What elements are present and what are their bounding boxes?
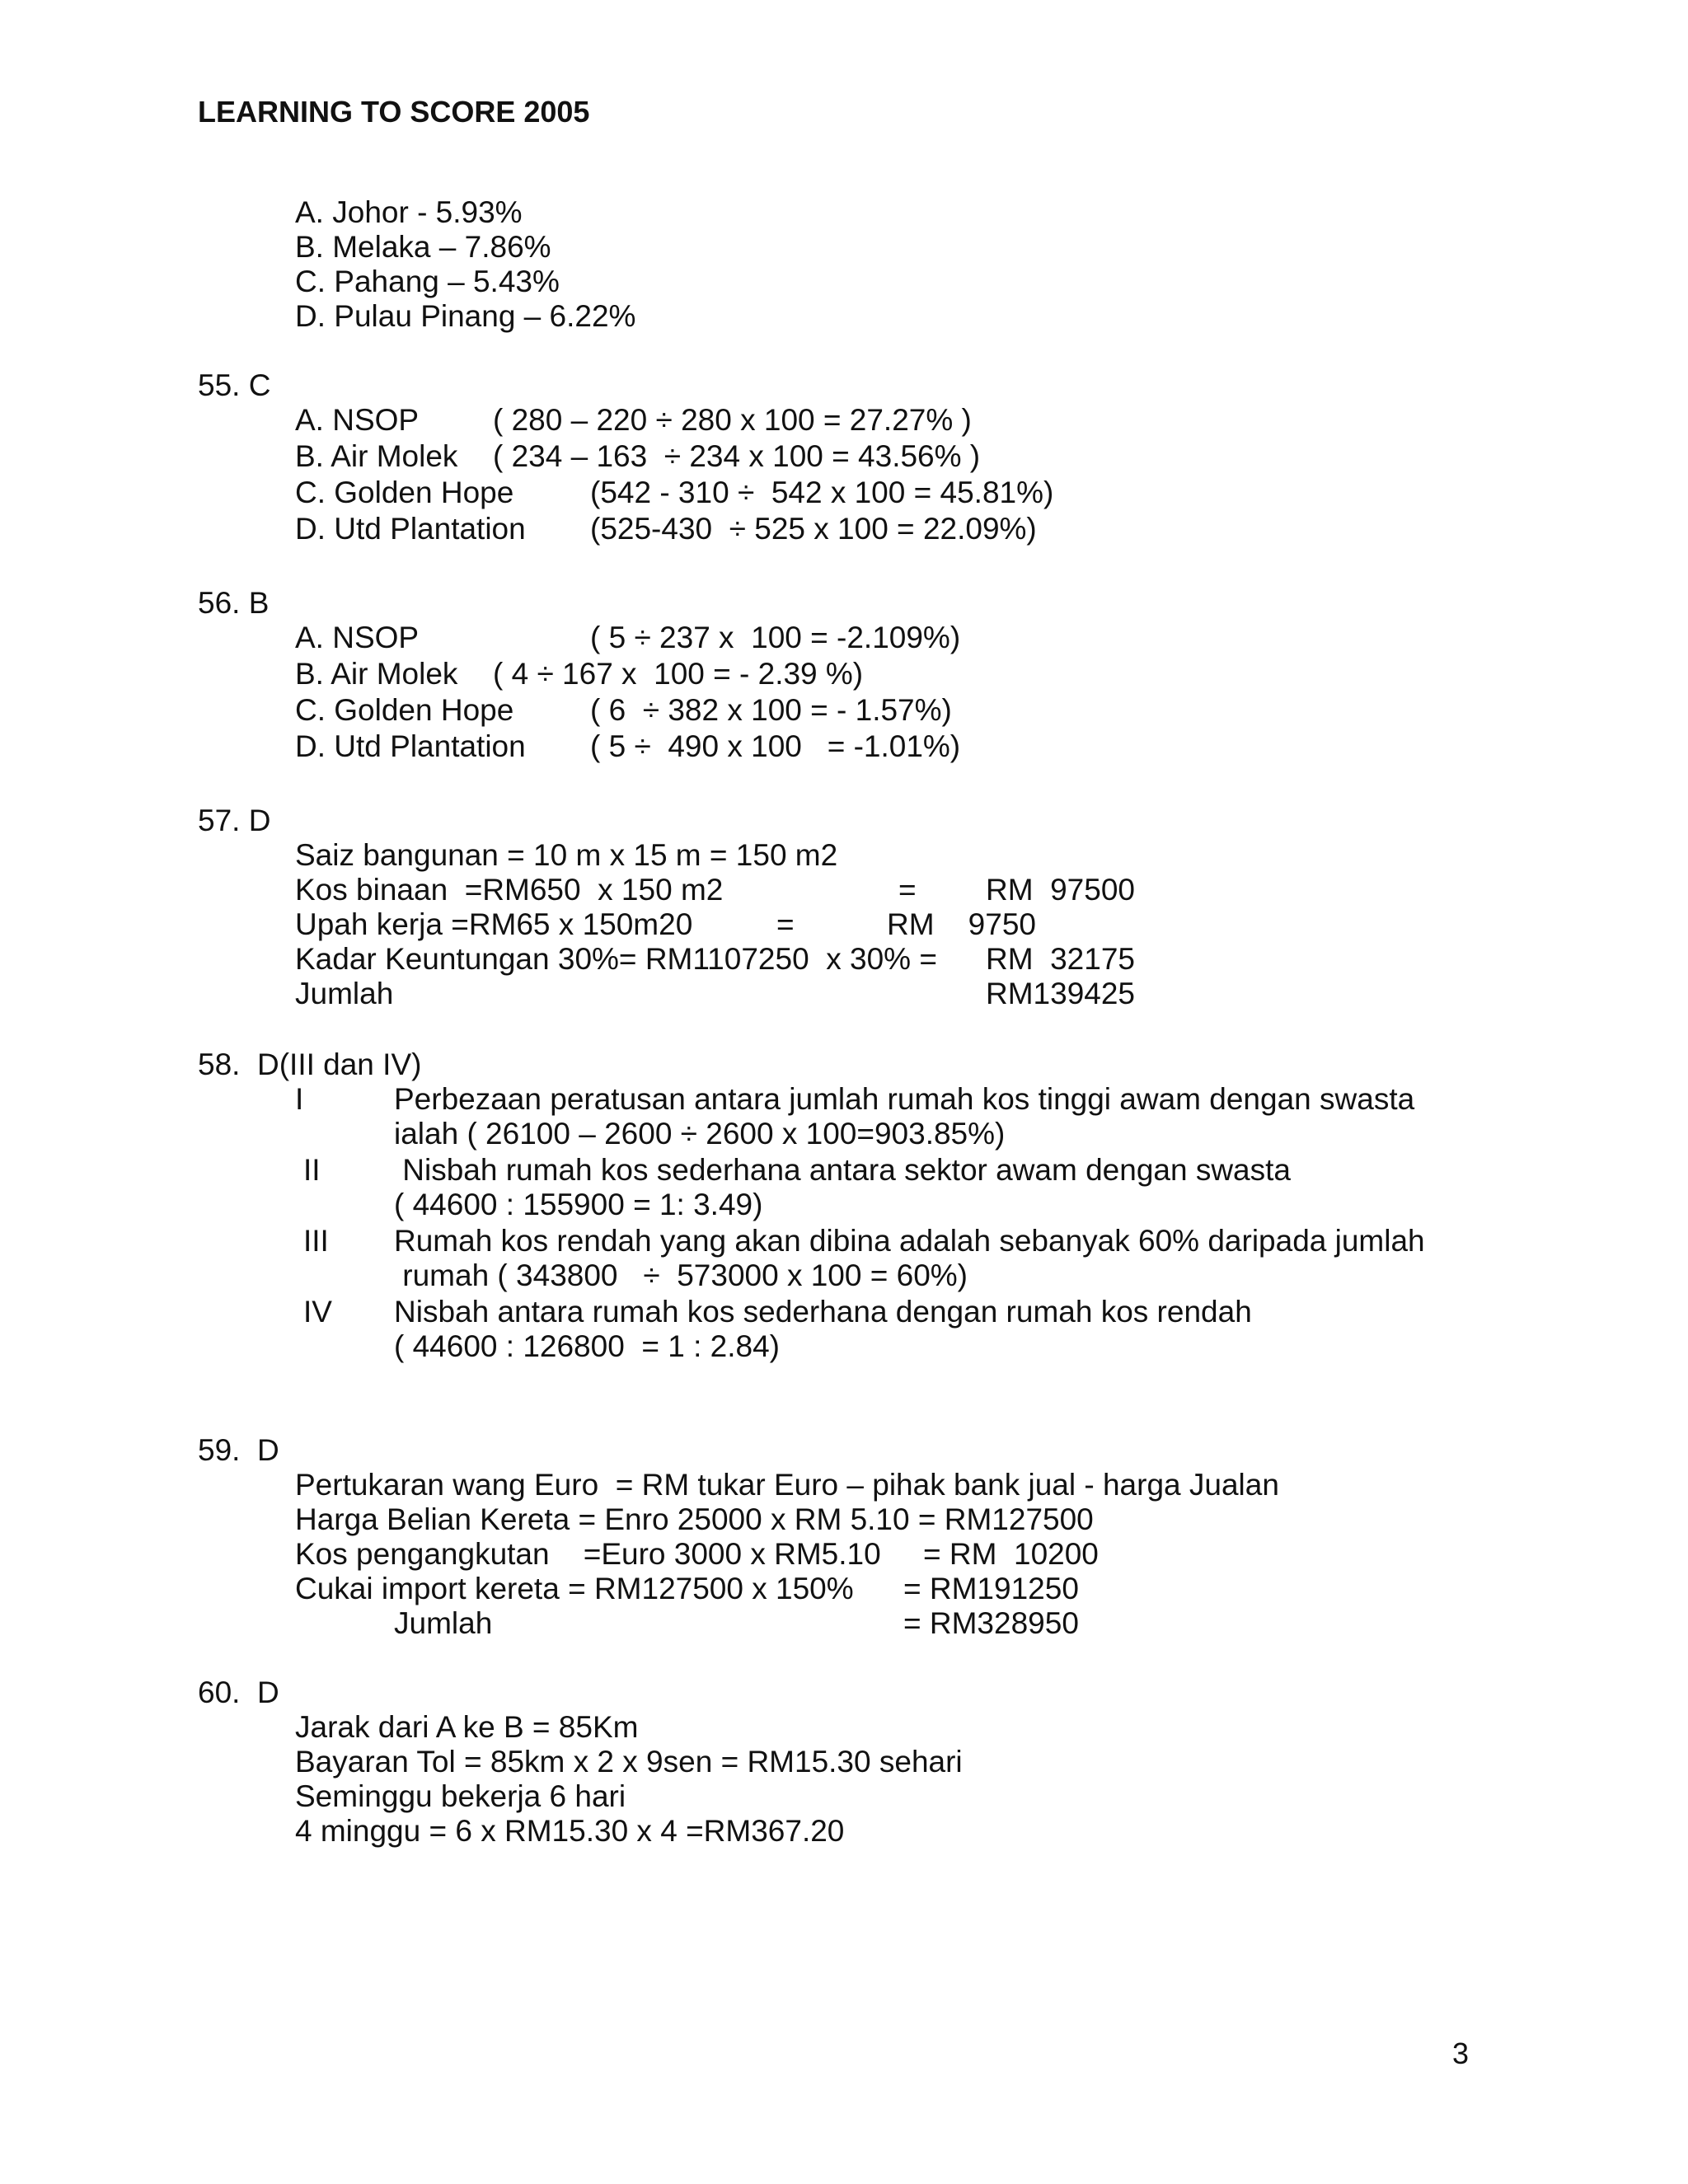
q58-roman-numeral: IV <box>303 1295 332 1329</box>
q54-option-c: C. Pahang – 5.43% <box>295 265 560 298</box>
q56-answer-label: 56. B <box>198 586 270 620</box>
q58-statement-calc: ialah ( 26100 – 2600 ÷ 2600 x 100=903.85%) <box>394 1117 1006 1151</box>
q60-line: 4 minggu = 6 x RM15.30 x 4 =RM367.20 <box>295 1814 845 1848</box>
q57-labour-cost-label: Upah kerja =RM65 x 150m20 <box>295 907 693 941</box>
q60-answer-label: 60. D <box>198 1675 279 1709</box>
q58-roman-numeral: II <box>303 1153 321 1187</box>
q60-line: Bayaran Tol = 85km x 2 x 9sen = RM15.30 sehari <box>295 1745 963 1779</box>
q59-import-tax-value: = RM191250 <box>903 1572 1079 1605</box>
page-number: 3 <box>1452 2036 1470 2070</box>
q56-row-name: C. Golden Hope <box>295 693 514 727</box>
q55-row-calc: (542 - 310 ÷ 542 x 100 = 45.81%) <box>590 476 1054 509</box>
q54-option-b: B. Melaka – 7.86% <box>295 230 551 264</box>
q57-profit-value: RM 32175 <box>986 942 1135 976</box>
q55-row-name: A. NSOP <box>295 403 420 437</box>
q56-row-calc: ( 6 ÷ 382 x 100 = - 1.57%) <box>590 693 952 727</box>
q55-row-name: C. Golden Hope <box>295 476 514 509</box>
q59-exchange-line: Pertukaran wang Euro = RM tukar Euro – pihak bank jual - harga Jualan <box>295 1468 1279 1502</box>
q55-row-calc: ( 234 – 163 ÷ 234 x 100 = 43.56% ) <box>493 439 981 473</box>
q57-answer-label: 57. D <box>198 804 271 837</box>
q57-total-value: RM139425 <box>986 977 1136 1010</box>
q54-option-a: A. Johor - 5.93% <box>295 195 523 229</box>
q57-total-label: Jumlah <box>295 977 394 1010</box>
q57-labour-cost-value: RM 9750 <box>887 907 1036 941</box>
q59-import-tax-label: Cukai import kereta = RM127500 x 150% <box>295 1572 854 1605</box>
q56-row-name: D. Utd Plantation <box>295 729 526 763</box>
q57-construction-cost-value: RM 97500 <box>986 873 1135 907</box>
q56-row-calc: ( 4 ÷ 167 x 100 = - 2.39 %) <box>493 657 864 691</box>
q59-car-price-line: Harga Belian Kereta = Enro 25000 x RM 5.10 = RM127500 <box>295 1502 1094 1536</box>
q58-statement: Nisbah rumah kos sederhana antara sektor awam dengan swasta <box>394 1153 1291 1187</box>
q56-row-calc: ( 5 ÷ 490 x 100 = -1.01%) <box>590 729 961 763</box>
q58-statement: Nisbah antara rumah kos sederhana dengan rumah kos rendah <box>394 1295 1252 1329</box>
q58-answer-label: 58. D(III dan IV) <box>198 1047 422 1081</box>
q59-answer-label: 59. D <box>198 1433 279 1467</box>
q60-line: Jarak dari A ke B = 85Km <box>295 1710 639 1744</box>
q59-total-label: Jumlah <box>394 1606 493 1640</box>
q55-row-name: D. Utd Plantation <box>295 512 526 546</box>
q55-row-calc: (525-430 ÷ 525 x 100 = 22.09%) <box>590 512 1037 546</box>
q55-row-name: B. Air Molek <box>295 439 458 473</box>
q58-statement-calc: ( 44600 : 155900 = 1: 3.49) <box>394 1188 763 1221</box>
q57-profit-label: Kadar Keuntungan 30%= RM1107250 x 30% = <box>295 942 937 976</box>
q58-roman-numeral: I <box>295 1082 304 1116</box>
q56-row-name: A. NSOP <box>295 621 420 654</box>
q57-equals-sign: = <box>898 873 917 907</box>
q58-statement-calc: ( 44600 : 126800 = 1 : 2.84) <box>394 1329 780 1363</box>
q58-statement-calc: rumah ( 343800 ÷ 573000 x 100 = 60%) <box>394 1258 968 1292</box>
q57-building-size: Saiz bangunan = 10 m x 15 m = 150 m2 <box>295 838 838 872</box>
q57-equals-sign: = <box>776 907 795 941</box>
q54-option-d: D. Pulau Pinang – 6.22% <box>295 299 636 333</box>
q59-total-value: = RM328950 <box>903 1606 1079 1640</box>
q60-line: Seminggu bekerja 6 hari <box>295 1779 626 1813</box>
q55-row-calc: ( 280 – 220 ÷ 280 x 100 = 27.27% ) <box>493 403 972 437</box>
q58-roman-numeral: III <box>303 1224 329 1258</box>
q55-answer-label: 55. C <box>198 368 271 402</box>
q58-statement: Rumah kos rendah yang akan dibina adalah sebanyak 60% daripada jumlah <box>394 1224 1425 1258</box>
q59-transport-cost-value: = RM 10200 <box>923 1537 1099 1571</box>
q57-construction-cost-label: Kos binaan =RM650 x 150 m2 <box>295 873 724 907</box>
q59-transport-cost-label: Kos pengangkutan =Euro 3000 x RM5.10 <box>295 1537 881 1571</box>
q56-row-name: B. Air Molek <box>295 657 458 691</box>
q56-row-calc: ( 5 ÷ 237 x 100 = -2.109%) <box>590 621 961 654</box>
page-header-title: LEARNING TO SCORE 2005 <box>198 95 590 129</box>
q58-statement: Perbezaan peratusan antara jumlah rumah kos tinggi awam dengan swasta <box>394 1082 1415 1116</box>
